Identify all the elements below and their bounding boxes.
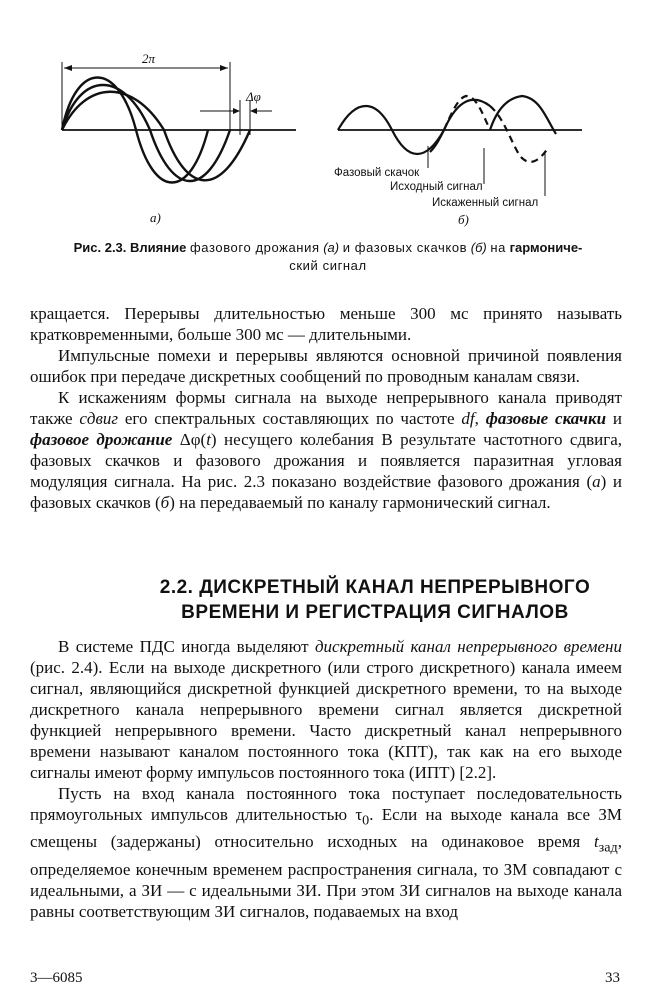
label-source-signal: Исходный сигнал: [390, 181, 483, 193]
period-arrow-head-right: [220, 65, 228, 71]
caption-ref-b: (б): [470, 240, 487, 255]
paragraph-4: В системе ПДС иногда выделяют дискретный канал непрерывного времени (рис. 2.4). Если на выходе дискретного (или строго дискретного) канала имеем сигнал, являющийся дискретной функцией дискретного времени, то на выходе дискретного канала непрерывного времени сигнал является дискретной функцией непрерывного времени. Часто дискретный канал непрерывного времени называют каналом постоянного тока (КПТ), так как на его выходе сигналы имеют форму импульсов постоянного тока (ИПТ) [2.2].: [30, 637, 622, 782]
caption-text-1: фазового дрожания: [189, 240, 320, 255]
caption-bold-word: Влияние: [130, 240, 187, 255]
label-phase-jump: Фазовый скачок: [334, 167, 420, 179]
section-heading-line-1: 2.2. ДИСКРЕТНЫЙ КАНАЛ НЕПРЕРЫВНОГО: [159, 577, 591, 598]
caption-line-1: [28, 239, 628, 257]
section-heading: [135, 575, 615, 625]
caption-text-2: и фазовых скачков: [342, 240, 468, 255]
source-signal-curve: [338, 100, 490, 154]
paragraph-3: К искажениям формы сигнала на выходе непрерывного канала приводят также сдвиг его спектральных составляющих по частоте df, фазовые скачки и фазовое дрожание Δφ(t) несущего колебания В результате частотного сдвига, фазовых скачков и фазового дрожания и появляется паразитная угловая модуляция сигнала. На рис. 2.3 показано воздействие фазового дрожания (а) и фазовых скачков (б) на передаваемый по каналу гармонический сигнал.: [30, 388, 622, 512]
caption-line-2: ский сигнал: [289, 258, 367, 273]
source-signal-continuation: [490, 106, 548, 162]
caption-text-3: на: [490, 240, 506, 255]
panel-label-b: б): [458, 212, 469, 227]
period-arrow-head-left: [64, 65, 72, 71]
figure-panel-a: [62, 51, 296, 225]
sine-curve-3: [62, 92, 250, 181]
caption-ref-a: (а): [323, 240, 340, 255]
delta-arrow-head-right: [250, 108, 257, 114]
delta-phi-label: Δφ: [246, 89, 261, 104]
paragraph-2: Импульсные помехи и перерывы являются основной причиной появления ошибок при передаче дискретных сообщений по проводным каналам связи.: [30, 346, 622, 386]
paragraph-5: Пусть на вход канала постоянного тока поступает последовательность прямоугольных импульсов длительностью $\tau_0$. Если на выходе канала все ЗМ смещены (задержаны) относительно исходных на одинаковое время $t_{зад}$, определяемое конечным временем распространения сигнала, то ЗМ совпадают с идеальными, а ЗИ — с идеальными ЗИ. При этом ЗИ сигналов на выходе канала равны соответствующим ЗИ сигналов, подаваемых на вход: [30, 784, 622, 921]
distorted-signal-curve: [490, 96, 556, 134]
page-number: 33: [605, 970, 620, 986]
label-distorted-signal: Искаженный сигнал: [432, 197, 539, 209]
distorted-signal-tail: [430, 130, 444, 152]
period-label: 2π: [142, 51, 156, 66]
figure-panel-b: [334, 96, 582, 227]
text-block-2: [30, 636, 622, 922]
panel-label-a: а): [150, 210, 161, 225]
paragraph-1: кращается. Перерывы длительностью меньше 300 мс принято называть кратковременными, больше 300 мс — длительными.: [30, 304, 622, 344]
section-heading-line-2: ВРЕМЕНИ И РЕГИСТРАЦИЯ СИГНАЛОВ: [181, 602, 569, 623]
caption-prefix: Рис. 2.3.: [73, 240, 127, 255]
caption-tail-bold: гармониче-: [509, 240, 583, 255]
figure-caption: [28, 239, 628, 275]
footer-signature: 3—6085: [30, 970, 83, 986]
figure-2-3: [0, 0, 650, 240]
text-block-1: [30, 303, 622, 513]
delta-arrow-head-left: [233, 108, 240, 114]
